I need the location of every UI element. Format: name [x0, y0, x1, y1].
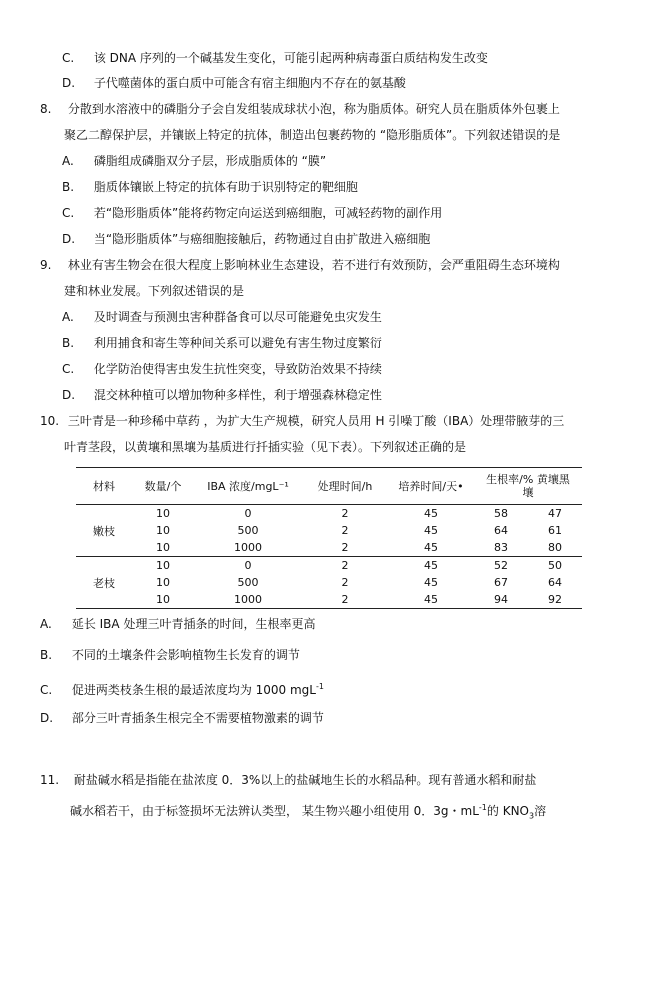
question-number: 10. — [40, 414, 60, 428]
option-text: 部分三叶青插条生根完全不需要植物激素的调节 — [71, 711, 324, 725]
option-label: C. — [62, 206, 75, 220]
cell-yellow: 58 — [494, 507, 508, 520]
option-text: 化学防治使得害虫发生抗性突变，导致防治效果不持续 — [93, 362, 382, 376]
cell-count: 10 — [132, 591, 194, 609]
option-text: 不同的土壤条件会影响植物生长发育的调节 — [71, 648, 300, 662]
cell-treat: 2 — [341, 507, 349, 520]
option-text: 磷脂组成磷脂双分子层，形成脂质体的 “膜” — [93, 154, 327, 168]
question-9-stem-cont — [64, 283, 244, 299]
question-text: 分散到水溶液中的磷脂分子会自发组装成球状小泡，称为脂质体。研究人员在脂质体外包裹上 — [67, 102, 560, 116]
experiment-table — [76, 467, 582, 609]
cell-culture: 45 — [424, 559, 438, 572]
question-text: 碱水稻若干，由于标签损坏无法辨认类型， 某生物兴趣小组使用 0．3g・mL — [70, 804, 479, 818]
option-label: B. — [62, 180, 75, 194]
cell-culture: 45 — [424, 507, 438, 520]
unit-superscript: -1 — [478, 803, 487, 812]
table-row — [76, 539, 582, 557]
cell-count: 10 — [156, 576, 170, 589]
option-text: 子代噬菌体的蛋白质中可能含有宿主细胞内不存在的氨基酸 — [93, 76, 406, 90]
header-treat-time: 处理时间/h — [302, 468, 388, 505]
table-row — [76, 591, 582, 609]
table-row — [76, 557, 582, 575]
cell-black: 80 — [528, 539, 582, 557]
option-label: B. — [62, 336, 75, 350]
option-text: 该 DNA 序列的一个碱基发生变化，可能引起两种病毒蛋白质结构发生改变 — [93, 51, 488, 65]
cell-count: 10 — [156, 524, 170, 537]
cell-count: 10 — [156, 559, 170, 572]
table-row — [76, 505, 582, 523]
cell-yellow: 52 — [494, 559, 508, 572]
question-10-stem-cont — [64, 439, 466, 455]
question-number: 11. — [40, 773, 60, 787]
option-text: 若“隐形脂质体”能将药物定向运送到癌细胞，可减轻药物的副作用 — [93, 206, 443, 220]
cell-treat: 2 — [341, 559, 349, 572]
cell-culture: 45 — [388, 539, 474, 557]
cell-culture: 45 — [424, 576, 438, 589]
option-label: D. — [62, 76, 76, 90]
q10-option-b — [40, 647, 300, 663]
cell-treat: 2 — [341, 524, 349, 537]
option-c-q7 — [62, 50, 488, 66]
option-text: 利用捕食和寄生等种间关系可以避免有害生物过度繁衍 — [93, 336, 382, 350]
option-label: C. — [62, 362, 75, 376]
cell-count: 10 — [156, 507, 170, 520]
option-label: B. — [40, 648, 53, 662]
header-iba: IBA 浓度/mgL⁻¹ — [194, 468, 302, 505]
unit-superscript: -1 — [316, 682, 324, 691]
cell-iba: 0 — [244, 559, 252, 572]
cell-iba: 500 — [237, 524, 259, 537]
q8-option-b — [62, 179, 358, 195]
cell-black: 64 — [548, 576, 562, 589]
option-text: 当“隐形脂质体”与癌细胞接触后，药物通过自由扩散进入癌细胞 — [93, 232, 431, 246]
question-10-stem — [40, 413, 564, 429]
table-row — [76, 574, 582, 591]
cell-treat: 2 — [302, 539, 388, 557]
q9-option-b — [62, 335, 382, 351]
header-count: 数量/个 — [132, 468, 194, 505]
q8-option-a — [62, 153, 326, 169]
cell-yellow: 64 — [494, 524, 508, 537]
cell-yellow: 83 — [474, 539, 528, 557]
formula-subscript: 3 — [529, 811, 535, 821]
option-label: A. — [62, 154, 74, 168]
q9-option-d — [62, 387, 382, 403]
question-8-stem — [40, 101, 560, 117]
q9-option-c — [62, 361, 382, 377]
header-rooting-line1: 生根率/% 黄壤黑 — [486, 473, 570, 486]
cell-black: 50 — [548, 559, 562, 572]
option-text: 及时调查与预测虫害种群备食可以尽可能避免虫灾发生 — [93, 310, 382, 324]
option-label: D. — [62, 232, 76, 246]
option-label: C. — [62, 51, 75, 65]
cell-iba: 0 — [244, 507, 252, 520]
question-text: 三叶青是一种珍稀中草药 ，为扩大生产规模，研究人员用 H 引噪丁酸（IBA）处理带腋芽的三 — [67, 414, 565, 428]
q9-option-a — [62, 309, 382, 325]
header-rooting-rate — [474, 468, 582, 505]
option-text: 延长 IBA 处理三叶青插条的时间，生根率更高 — [71, 617, 316, 631]
q10-option-a — [40, 616, 315, 632]
q8-option-c — [62, 205, 442, 221]
cell-culture: 45 — [388, 591, 474, 609]
cell-iba: 1000 — [194, 539, 302, 557]
cell-black: 92 — [528, 591, 582, 609]
question-number: 9. — [40, 258, 52, 272]
question-8-stem-cont — [64, 127, 560, 143]
option-label: D. — [40, 711, 54, 725]
q10-option-d — [40, 710, 324, 726]
question-text: 叶青茎段，以黄壤和黑壤为基质进行扦插实验（见下表）。下列叙述正确的是 — [64, 440, 467, 454]
cell-culture: 45 — [424, 524, 438, 537]
option-text: 脂质体镶嵌上特定的抗体有助于识别特定的靶细胞 — [93, 180, 358, 194]
option-label: C. — [40, 683, 53, 697]
cell-iba: 500 — [237, 576, 259, 589]
question-text: 建和林业发展。下列叙述错误的是 — [64, 284, 245, 298]
question-9-stem — [40, 257, 560, 273]
header-culture-time: 培养时间/天• — [388, 468, 474, 505]
header-material: 材料 — [76, 468, 132, 505]
cell-black: 61 — [548, 524, 562, 537]
group-name: 嫩枝 — [76, 505, 132, 557]
option-label: D. — [62, 388, 76, 402]
option-label: A. — [40, 617, 52, 631]
option-text: 混交林种植可以增加物种多样性，利于增强森林稳定性 — [93, 388, 382, 402]
option-text: 促进两类枝条生根的最适浓度均为 1000 mgL — [71, 683, 316, 697]
cell-iba: 1000 — [194, 591, 302, 609]
question-text: 的 KNO — [486, 804, 529, 818]
q8-option-d — [62, 231, 430, 247]
question-text: 聚乙二醇保护层，并镶嵌上特定的抗体，制造出包裹药物的 “隐形脂质体”。下列叙述错误的是 — [64, 128, 561, 142]
cell-treat: 2 — [341, 576, 349, 589]
table-header-row — [76, 468, 582, 505]
table-row — [76, 522, 582, 539]
option-label: A. — [62, 310, 74, 324]
cell-yellow: 67 — [494, 576, 508, 589]
cell-treat: 2 — [302, 591, 388, 609]
cell-yellow: 94 — [474, 591, 528, 609]
q10-option-c — [40, 679, 324, 698]
header-rooting-line2: 壤 — [522, 486, 534, 499]
option-d-q7 — [62, 75, 406, 91]
group-name: 老枝 — [76, 557, 132, 609]
question-11-stem — [40, 772, 536, 788]
question-text: 耐盐碱水稻是指能在盐浓度 0．3%以上的盐碱地生长的水稻品种。现有普通水稻和耐盐 — [73, 773, 537, 787]
question-text: 溶 — [534, 804, 547, 818]
question-11-stem-cont — [70, 800, 546, 824]
question-number: 8. — [40, 102, 52, 116]
question-text: 林业有害生物会在很大程度上影响林业生态建设，若不进行有效预防，会严重阻碍生态环境构 — [67, 258, 560, 272]
cell-count: 10 — [132, 539, 194, 557]
cell-black: 47 — [548, 507, 562, 520]
